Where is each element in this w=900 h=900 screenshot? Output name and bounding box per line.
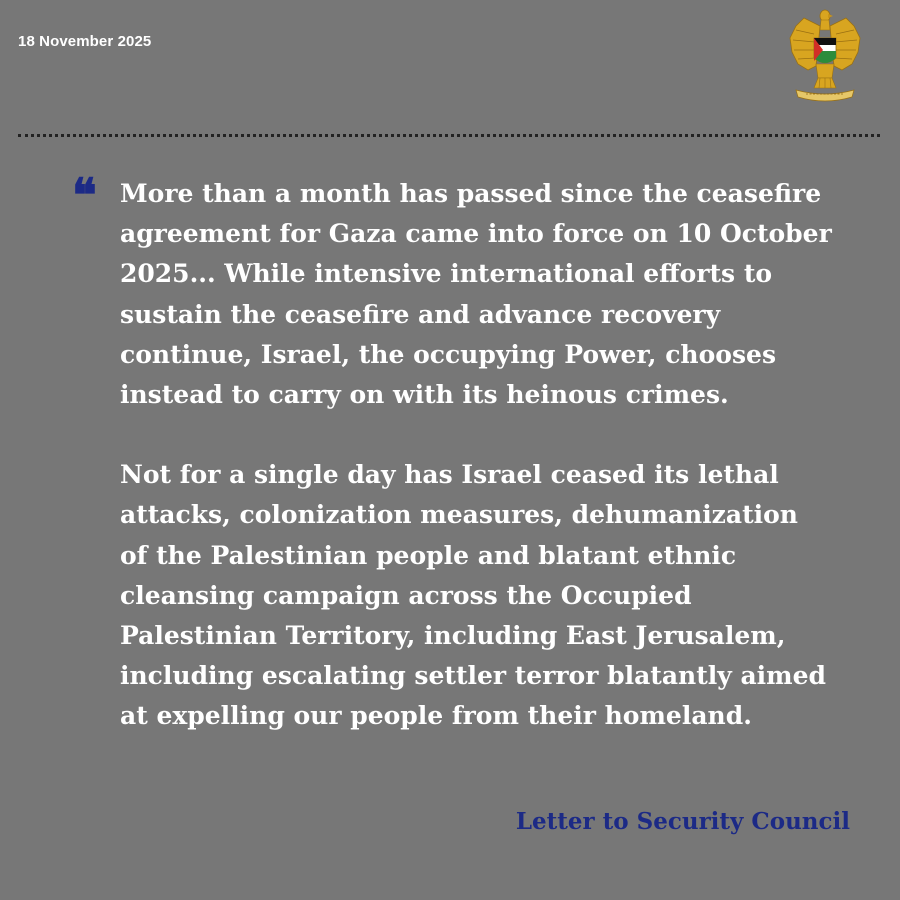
quote-line: continue, Israel, the occupying Power, chooses (120, 339, 777, 369)
quote-line: 2025... While intensive international efforts to (120, 259, 773, 289)
quote-line: Not for a single day has Israel ceased its lethal (120, 460, 779, 490)
quote-paragraph-2 (120, 455, 880, 736)
quote-body (120, 174, 880, 737)
signature-label: Letter to Security Council (515, 808, 850, 835)
quote-line: at expelling our people from their homeland. (120, 701, 752, 731)
eagle-emblem-icon (786, 4, 864, 106)
dotted-divider (18, 134, 880, 137)
quote-mark-icon: ❝ (72, 168, 97, 222)
date-label: 18 November 2025 (18, 33, 152, 50)
quote-line: agreement for Gaza came into force on 10 October (120, 219, 832, 249)
quote-line: attacks, colonization measures, dehumanization (120, 500, 798, 530)
quote-line: instead to carry on with its heinous crimes. (120, 380, 729, 410)
quote-line: cleansing campaign across the Occupied (120, 580, 692, 610)
quote-line: including escalating settler terror blatantly aimed (120, 661, 827, 691)
quote-paragraph-1 (120, 174, 880, 415)
quote-line: sustain the ceasefire and advance recovery (120, 299, 721, 329)
quote-line: of the Palestinian people and blatant ethnic (120, 540, 737, 570)
quote-line: Palestinian Territory, including East Jerusalem, (120, 621, 786, 651)
quote-line: More than a month has passed since the ceasefire (120, 179, 822, 208)
